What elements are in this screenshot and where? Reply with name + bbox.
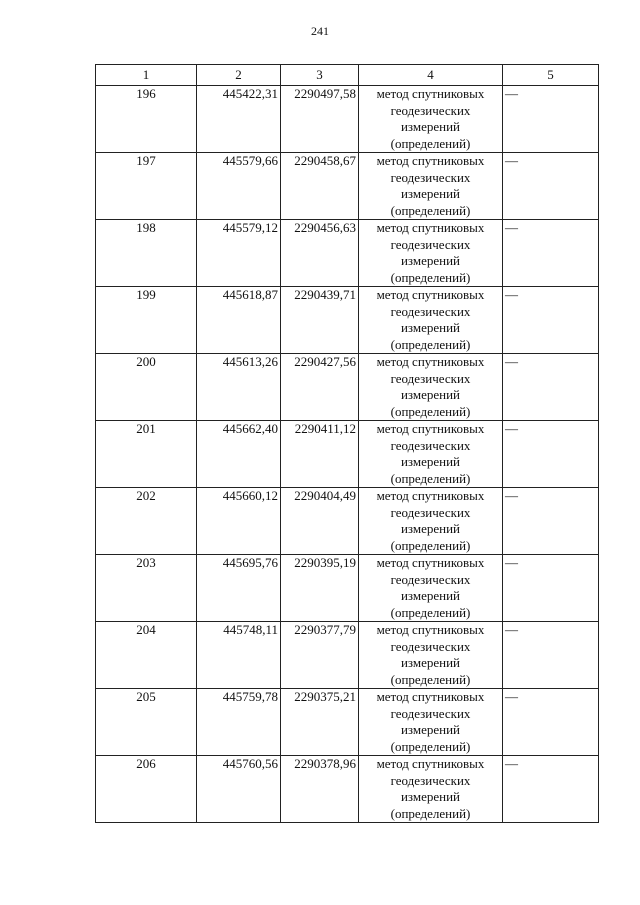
point-number-cell: 200 bbox=[96, 354, 197, 421]
y-coordinate-cell: 2290377,79 bbox=[281, 622, 359, 689]
table-row bbox=[96, 354, 599, 421]
point-number-cell: 196 bbox=[96, 86, 197, 153]
table-row bbox=[96, 689, 599, 756]
note-cell: — bbox=[503, 622, 599, 689]
x-coordinate-cell: 445579,66 bbox=[197, 153, 281, 220]
point-number-cell: 198 bbox=[96, 220, 197, 287]
y-coordinate-cell: 2290404,49 bbox=[281, 488, 359, 555]
header-col-3: 3 bbox=[281, 65, 359, 86]
x-coordinate-cell: 445618,87 bbox=[197, 287, 281, 354]
y-coordinate-cell: 2290411,12 bbox=[281, 421, 359, 488]
table-row bbox=[96, 153, 599, 220]
table-row bbox=[96, 421, 599, 488]
point-number-cell: 203 bbox=[96, 555, 197, 622]
table-row bbox=[96, 488, 599, 555]
note-cell: — bbox=[503, 86, 599, 153]
table-row bbox=[96, 622, 599, 689]
y-coordinate-cell: 2290375,21 bbox=[281, 689, 359, 756]
table-body bbox=[96, 86, 599, 823]
method-cell: метод спутниковых геодезических измерений (определений) bbox=[359, 488, 503, 555]
table-row bbox=[96, 756, 599, 823]
table-row bbox=[96, 220, 599, 287]
x-coordinate-cell: 445613,26 bbox=[197, 354, 281, 421]
method-cell: метод спутниковых геодезических измерений (определений) bbox=[359, 287, 503, 354]
method-cell: метод спутниковых геодезических измерений (определений) bbox=[359, 153, 503, 220]
method-cell: метод спутниковых геодезических измерений (определений) bbox=[359, 220, 503, 287]
method-cell: метод спутниковых геодезических измерений (определений) bbox=[359, 421, 503, 488]
coordinates-table bbox=[95, 64, 599, 823]
header-col-2: 2 bbox=[197, 65, 281, 86]
x-coordinate-cell: 445660,12 bbox=[197, 488, 281, 555]
method-cell: метод спутниковых геодезических измерений (определений) bbox=[359, 622, 503, 689]
note-cell: — bbox=[503, 555, 599, 622]
point-number-cell: 204 bbox=[96, 622, 197, 689]
x-coordinate-cell: 445662,40 bbox=[197, 421, 281, 488]
header-col-4: 4 bbox=[359, 65, 503, 86]
x-coordinate-cell: 445748,11 bbox=[197, 622, 281, 689]
point-number-cell: 199 bbox=[96, 287, 197, 354]
x-coordinate-cell: 445422,31 bbox=[197, 86, 281, 153]
point-number-cell: 197 bbox=[96, 153, 197, 220]
point-number-cell: 206 bbox=[96, 756, 197, 823]
y-coordinate-cell: 2290456,63 bbox=[281, 220, 359, 287]
y-coordinate-cell: 2290427,56 bbox=[281, 354, 359, 421]
note-cell: — bbox=[503, 421, 599, 488]
note-cell: — bbox=[503, 220, 599, 287]
method-cell: метод спутниковых геодезических измерений (определений) bbox=[359, 756, 503, 823]
table-row bbox=[96, 555, 599, 622]
method-cell: метод спутниковых геодезических измерений (определений) bbox=[359, 86, 503, 153]
method-cell: метод спутниковых геодезических измерений (определений) bbox=[359, 354, 503, 421]
y-coordinate-cell: 2290458,67 bbox=[281, 153, 359, 220]
note-cell: — bbox=[503, 153, 599, 220]
page-number: 241 bbox=[311, 24, 329, 38]
x-coordinate-cell: 445579,12 bbox=[197, 220, 281, 287]
x-coordinate-cell: 445759,78 bbox=[197, 689, 281, 756]
table-row bbox=[96, 86, 599, 153]
table-header-row bbox=[96, 65, 599, 86]
header-col-1: 1 bbox=[96, 65, 197, 86]
point-number-cell: 205 bbox=[96, 689, 197, 756]
x-coordinate-cell: 445695,76 bbox=[197, 555, 281, 622]
note-cell: — bbox=[503, 756, 599, 823]
y-coordinate-cell: 2290439,71 bbox=[281, 287, 359, 354]
x-coordinate-cell: 445760,56 bbox=[197, 756, 281, 823]
method-cell: метод спутниковых геодезических измерений (определений) bbox=[359, 689, 503, 756]
y-coordinate-cell: 2290497,58 bbox=[281, 86, 359, 153]
note-cell: — bbox=[503, 488, 599, 555]
note-cell: — bbox=[503, 689, 599, 756]
note-cell: — bbox=[503, 287, 599, 354]
y-coordinate-cell: 2290395,19 bbox=[281, 555, 359, 622]
point-number-cell: 202 bbox=[96, 488, 197, 555]
method-cell: метод спутниковых геодезических измерений (определений) bbox=[359, 555, 503, 622]
y-coordinate-cell: 2290378,96 bbox=[281, 756, 359, 823]
point-number-cell: 201 bbox=[96, 421, 197, 488]
note-cell: — bbox=[503, 354, 599, 421]
header-col-5: 5 bbox=[503, 65, 599, 86]
table-row bbox=[96, 287, 599, 354]
